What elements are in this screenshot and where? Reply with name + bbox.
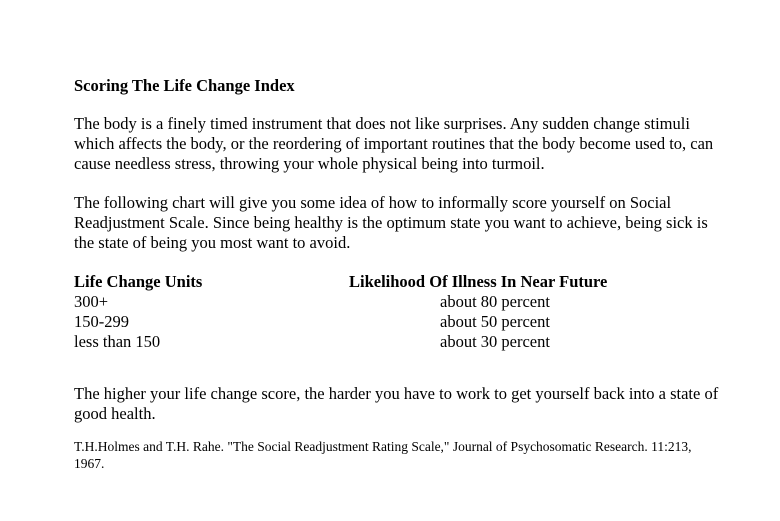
units-cell: 150-299 bbox=[74, 312, 129, 331]
document-page bbox=[74, 76, 724, 472]
document-title: Scoring The Life Change Index bbox=[74, 76, 295, 95]
scoring-table bbox=[74, 272, 724, 352]
table-row bbox=[74, 332, 724, 352]
likelihood-cell: about 30 percent bbox=[440, 332, 550, 351]
table-row bbox=[74, 292, 724, 312]
closing-paragraph: The higher your life change score, the harder you have to work to get yourself back into a state of good health. bbox=[74, 384, 719, 423]
likelihood-cell: about 50 percent bbox=[440, 312, 550, 331]
units-cell: 300+ bbox=[74, 292, 109, 311]
citation: T.H.Holmes and T.H. Rahe. "The Social Readjustment Rating Scale," Journal of Psychosomatic Research. 11:213, 1967. bbox=[74, 439, 692, 471]
table-row bbox=[74, 312, 724, 332]
intro-paragraph: The body is a finely timed instrument that does not like surprises. Any sudden change stimuli which affects the body, or the reordering of important routines that the body become used to, can cause needless stress, throwing your whole physical being into turmoil. bbox=[74, 114, 714, 173]
header-likelihood-of-illness: Likelihood Of Illness In Near Future bbox=[349, 272, 608, 291]
chart-intro-paragraph: The following chart will give you some idea of how to informally score yourself on Social Readjustment Scale. Since being healthy is the optimum state you want to achieve, being sick is the state of being you most want to avoid. bbox=[74, 193, 708, 252]
units-cell: less than 150 bbox=[74, 332, 161, 351]
header-life-change-units: Life Change Units bbox=[74, 272, 203, 291]
likelihood-cell: about 80 percent bbox=[440, 292, 550, 311]
table-header-row bbox=[74, 272, 724, 292]
